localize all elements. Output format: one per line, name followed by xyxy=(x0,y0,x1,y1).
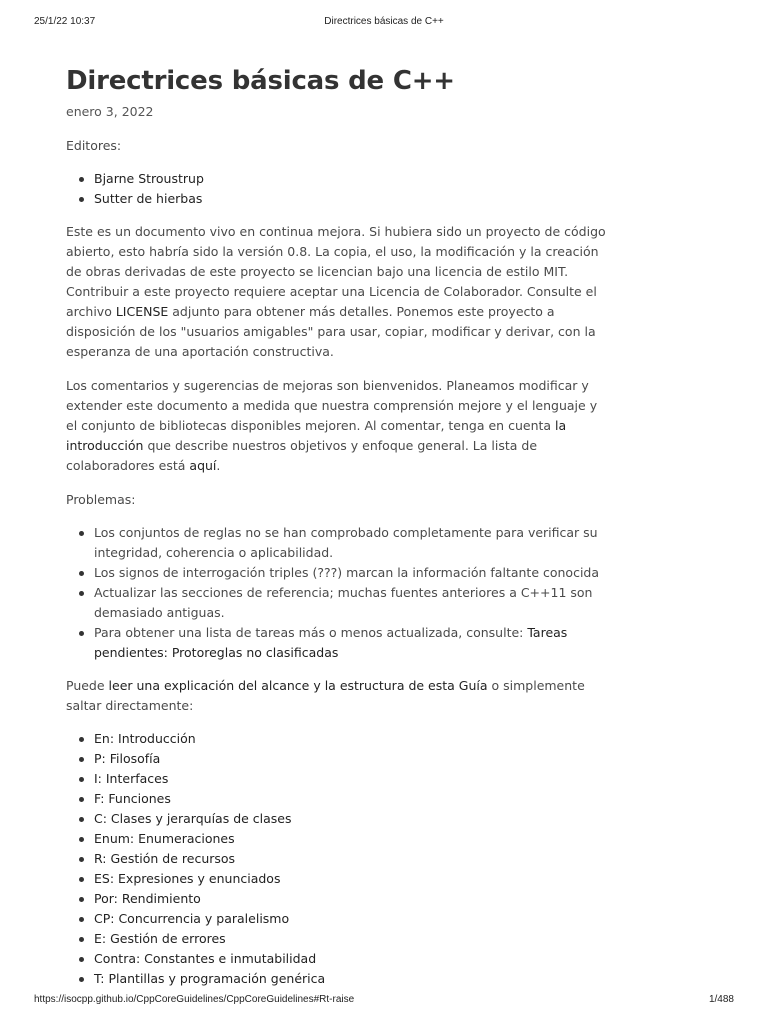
intro-paragraph xyxy=(66,222,611,362)
publish-date: enero 3, 2022 xyxy=(66,104,154,119)
problems-list xyxy=(66,523,611,663)
print-title: Directrices básicas de C++ xyxy=(324,16,444,27)
feedback-text-middle: que describe nuestros objetivos y enfoque general. La lista de colaboradores está xyxy=(66,438,538,473)
editors-label: Editores: xyxy=(66,138,122,153)
editor-item: Bjarne Stroustrup xyxy=(66,169,611,189)
problem-item: Los conjuntos de reglas no se han comprobado completamente para verificar su integridad, coherencia o aplicabilidad. xyxy=(66,523,611,563)
editors-list xyxy=(66,169,611,209)
editor-item: Sutter de hierbas xyxy=(66,189,611,209)
section-link-errors[interactable]: E: Gestión de errores xyxy=(66,929,611,949)
section-link-expressions[interactable]: ES: Expresiones y enunciados xyxy=(66,869,611,889)
contributors-link[interactable]: aquí xyxy=(189,458,217,473)
section-link-classes[interactable]: C: Clases y jerarquías de clases xyxy=(66,809,611,829)
navigation-paragraph xyxy=(66,676,611,716)
section-link-templates[interactable]: T: Plantillas y programación genérica xyxy=(66,969,611,989)
license-link[interactable]: LICENSE xyxy=(115,304,169,319)
problem-text: Para obtener una lista de tareas más o menos actualizada, consulte: xyxy=(94,625,528,640)
page-title: Directrices básicas de C++ xyxy=(66,66,455,96)
section-link-functions[interactable]: F: Funciones xyxy=(66,789,611,809)
document-content xyxy=(66,60,611,989)
print-url: https://isocpp.github.io/CppCoreGuidelines/CppCoreGuidelines#Rt-raise xyxy=(34,994,355,1005)
section-link-concurrency[interactable]: CP: Concurrencia y paralelismo xyxy=(66,909,611,929)
sections-list xyxy=(66,729,611,989)
navigation-text-end: o simplemente saltar directamente: xyxy=(66,678,585,713)
feedback-paragraph xyxy=(66,376,611,476)
section-link-resources[interactable]: R: Gestión de recursos xyxy=(66,849,611,869)
print-footer xyxy=(0,994,768,1008)
section-link-performance[interactable]: Por: Rendimiento xyxy=(66,889,611,909)
problem-item xyxy=(66,623,611,663)
problem-item: Los signos de interrogación triples (???) marcan la información faltante conocida xyxy=(66,563,611,583)
feedback-text-end: . xyxy=(216,458,221,473)
intro-text: Este es un documento vivo en continua mejora. Si hubiera sido un proyecto de código abierto, esto habría sido la versión 0.8. La copia, el uso, la modificación y la creación de obras derivadas de este proyecto se licencian bajo una licencia de estilo MIT. Contribuir a este proyecto requiere aceptar una Licencia de Colaborador. Consulte el archivo xyxy=(66,224,606,319)
print-header xyxy=(0,16,768,30)
section-link-enumerations[interactable]: Enum: Enumeraciones xyxy=(66,829,611,849)
feedback-text: Los comentarios y sugerencias de mejoras son bienvenidos. Planeamos modificar y extender este documento a medida que nuestra comprensión mejore y el lenguaje y el conjunto de bibliotecas disponibles mejoren. Al comentar, tenga en cuenta xyxy=(66,378,598,433)
print-date: 25/1/22 10:37 xyxy=(34,16,96,27)
section-link-constants[interactable]: Contra: Constantes e inmutabilidad xyxy=(66,949,611,969)
scope-structure-link[interactable]: leer una explicación del alcance y la estructura de esta Guía xyxy=(108,678,488,693)
section-link-introduction[interactable]: En: Introducción xyxy=(66,729,611,749)
navigation-text: Puede xyxy=(66,678,109,693)
problems-label: Problemas: xyxy=(66,492,136,507)
section-link-interfaces[interactable]: I: Interfaces xyxy=(66,769,611,789)
introduction-link[interactable]: la introducción xyxy=(66,418,567,453)
page-counter: 1/488 xyxy=(708,994,734,1005)
section-link-philosophy[interactable]: P: Filosofía xyxy=(66,749,611,769)
problem-item: Actualizar las secciones de referencia; muchas fuentes anteriores a C++11 son demasiado antiguas. xyxy=(66,583,611,623)
todo-link[interactable]: Tareas pendientes: Protoreglas no clasificadas xyxy=(94,625,568,660)
intro-text-end: adjunto para obtener más detalles. Ponemos este proyecto a disposición de los "usuarios amigables" para usar, copiar, modificar y derivar, con la esperanza de una aportación constructiva. xyxy=(66,304,596,359)
